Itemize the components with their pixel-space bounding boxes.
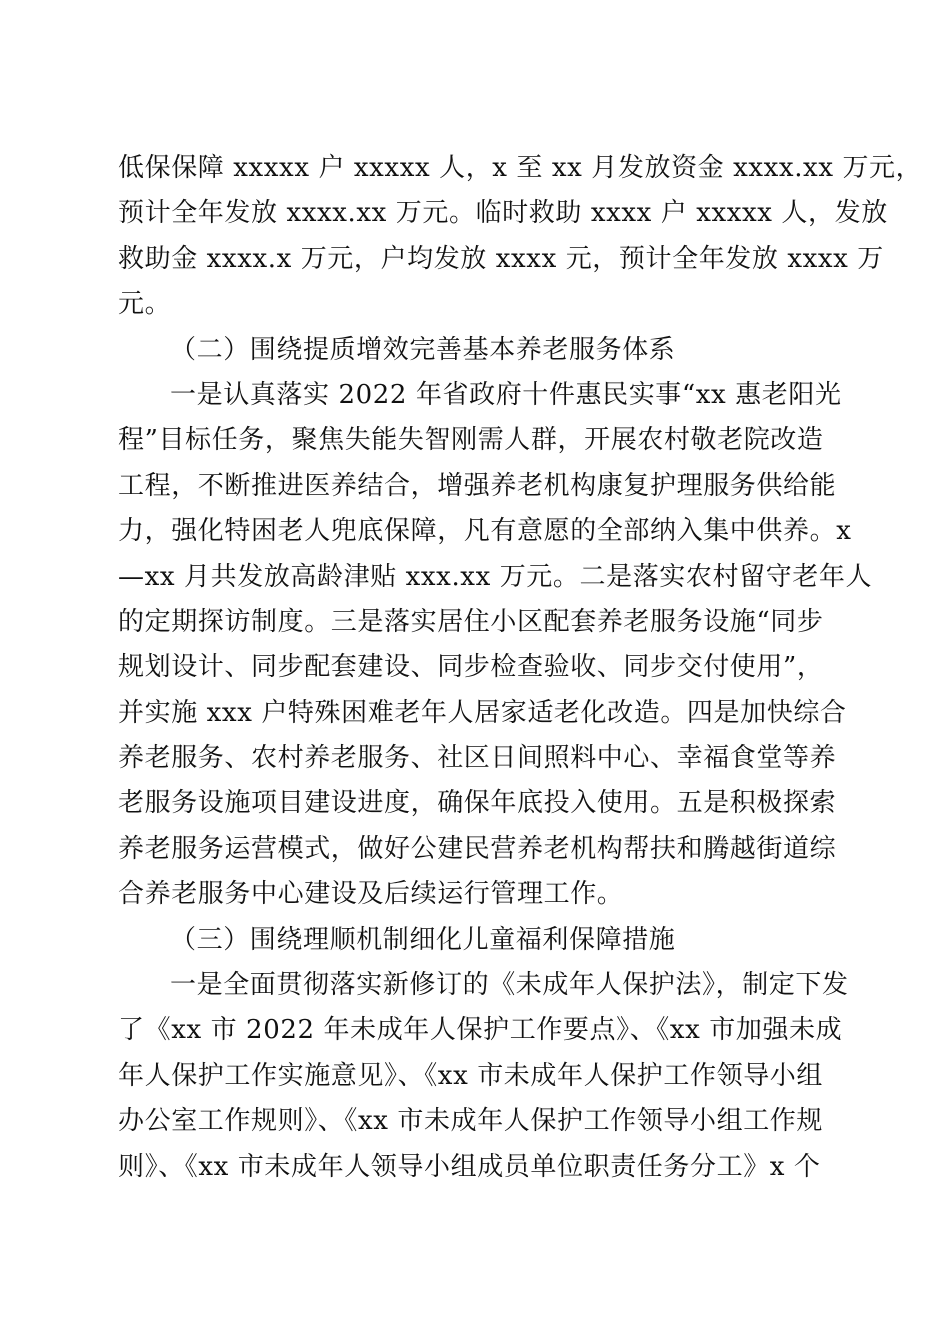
text-line: 一是全面贯彻落实新修订的《未成年人保护法》，制定下发 bbox=[170, 970, 849, 1001]
text-line: 规划设计、同步配套建设、同步检查验收、同步交付使用”， bbox=[118, 652, 824, 683]
text-line: 养老服务、农村养老服务、社区日间照料中心、幸福食堂等养 bbox=[118, 743, 837, 774]
text-line: 程”目标任务，聚焦失能失智刚需人群，开展农村敬老院改造 bbox=[118, 425, 824, 456]
text-line: 工程，不断推进医养结合，增强养老机构康复护理服务供给能 bbox=[118, 470, 837, 501]
text-line: 的定期探访制度。三是落实居住小区配套养老服务设施“同步 bbox=[118, 606, 824, 637]
text-line: 低保保障 xxxxx 户 xxxxx 人，x 至 xx 月发放资金 xxxx.xx 万元， bbox=[118, 153, 923, 183]
text-line: 救助金 xxxx.x 万元，户均发放 xxxx 元，预计全年发放 xxxx 万 bbox=[118, 243, 884, 274]
text-line: 预计全年发放 xxxx.xx 万元。临时救助 xxxx 户 xxxxx 人，发放 bbox=[118, 198, 888, 229]
text-line: 合养老服务中心建设及后续运行管理工作。 bbox=[118, 879, 624, 910]
text-line: 了《xx 市 2022 年未成年人保护工作要点》、《xx 市加强未成 bbox=[118, 1015, 843, 1046]
text-line: 一是认真落实 2022 年省政府十件惠民实事“xx 惠老阳光 bbox=[170, 379, 842, 410]
text-line: 力，强化特困老人兜底保障，凡有意愿的全部纳入集中供养。x bbox=[118, 516, 852, 547]
text-line: 元。 bbox=[118, 289, 172, 320]
text-line: —xx 月共发放高龄津贴 xxx.xx 万元。二是落实农村留守老年人 bbox=[118, 561, 873, 592]
document-body bbox=[118, 146, 923, 1190]
text-line: 并实施 xxx 户特殊困难老年人居家适老化改造。四是加快综合 bbox=[118, 697, 847, 728]
section-heading-2: （二）围绕提质增效完善基本养老服务体系 bbox=[170, 334, 676, 365]
text-line: 办公室工作规则》、《xx 市未成年人保护工作领导小组工作规 bbox=[118, 1106, 823, 1137]
section-heading-3: （三）围绕理顺机制细化儿童福利保障措施 bbox=[170, 924, 676, 955]
text-line: 老服务设施项目建设进度，确保年底投入使用。五是积极探索 bbox=[118, 788, 837, 819]
text-line: 年人保护工作实施意见》、《xx 市未成年人保护工作领导小组 bbox=[118, 1060, 823, 1091]
text-line: 养老服务运营模式，做好公建民营养老机构帮扶和腾越街道综 bbox=[118, 833, 837, 864]
text-line: 则》、《xx 市未成年人领导小组成员单位职责任务分工》x 个 bbox=[118, 1151, 821, 1182]
